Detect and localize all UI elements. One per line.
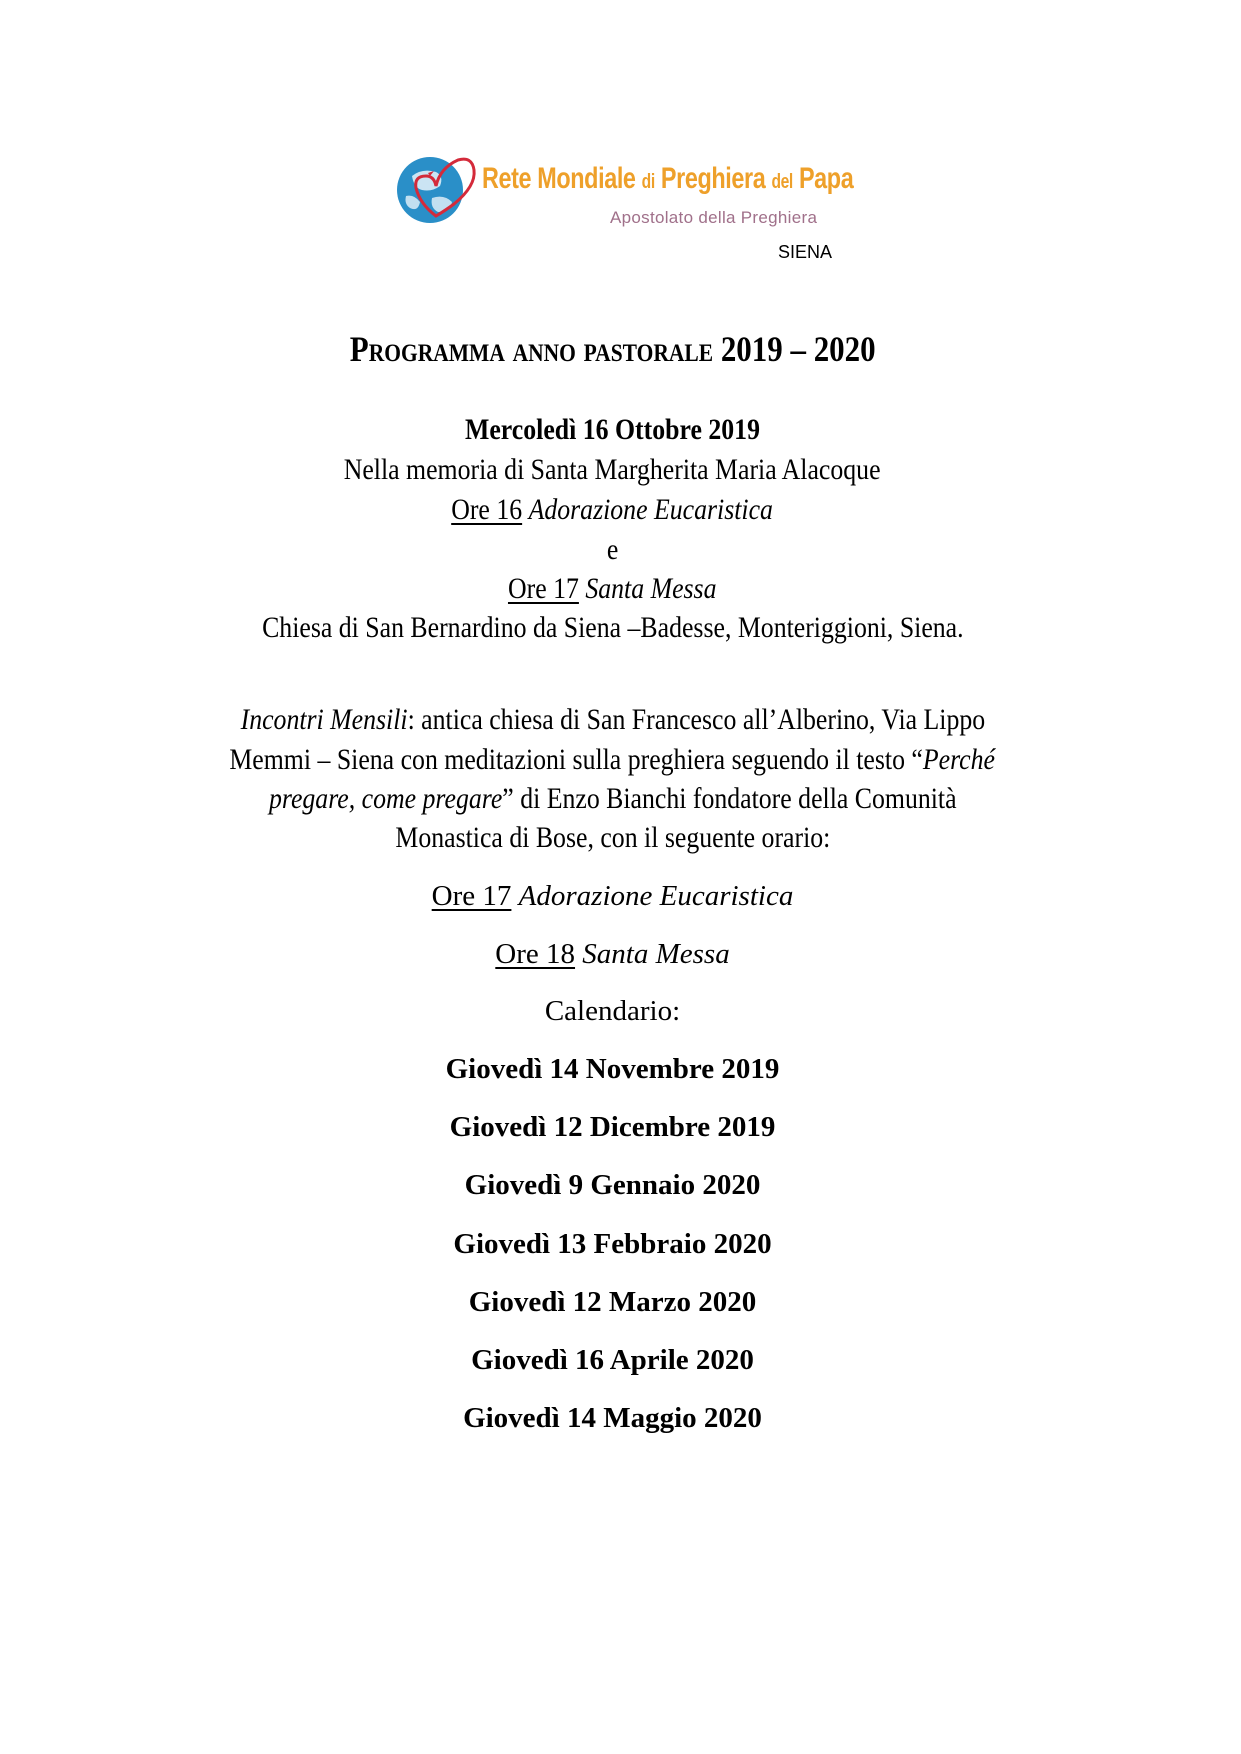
book-title-part-1: Perché (923, 743, 996, 776)
event-time-2: Ore 17 (508, 572, 580, 605)
calendar-date: Giovedì 9 Gennaio 2020 (464, 1169, 761, 1201)
title-initial: P (349, 329, 369, 369)
event-activity-1: Adorazione Eucaristica (529, 493, 774, 526)
event-date (0, 412, 1233, 448)
page-title (0, 328, 1233, 370)
monthly-schedule-1 (0, 878, 1233, 914)
monthly-line-2-text: Memmi – Siena con meditazioni sulla preghiera seguendo il testo “ (229, 743, 924, 776)
event-occasion-text: Nella memoria di Santa Margherita Maria Alacoque (344, 453, 881, 486)
event-schedule-1 (0, 492, 1233, 528)
logo-title (482, 162, 853, 196)
city-label: SIENA (778, 242, 833, 262)
monthly-time-2: Ore 18 (495, 938, 576, 970)
event-location-text: Chiesa di San Bernardino da Siena –Badesse, Monteriggioni, Siena. (261, 611, 964, 644)
monthly-line-1-text: : antica chiesa di San Francesco all’Alberino, Via Lippo (407, 703, 985, 736)
organization-logo (392, 140, 852, 270)
event-activity-2: Santa Messa (585, 572, 717, 605)
event-schedule-2 (0, 571, 1233, 607)
event-date-text: Mercoledì 16 Ottobre 2019 (465, 413, 760, 446)
calendar-date: Giovedì 13 Febbraio 2020 (453, 1228, 772, 1260)
event-conjunction-text: e (606, 533, 619, 566)
title-text: rogramma anno pastorale (368, 329, 713, 369)
monthly-activity-2: Santa Messa (582, 938, 730, 970)
calendar-label: Calendario: (544, 995, 681, 1027)
globe-heart-icon (392, 146, 482, 236)
logo-title-part: Rete Mondiale (482, 162, 636, 195)
monthly-line-3-text: ” di Enzo Bianchi fondatore della Comunità (502, 782, 957, 815)
monthly-line-2 (0, 742, 1233, 778)
book-title-part-2: pregare, come pregare (268, 782, 503, 815)
event-conjunction (0, 532, 1233, 568)
logo-title-part: Papa (798, 162, 854, 195)
monthly-time-1: Ore 17 (431, 880, 512, 912)
monthly-line-1 (0, 702, 1233, 738)
monthly-lead: Incontri Mensili (240, 703, 408, 736)
calendar-date: Giovedì 12 Dicembre 2019 (449, 1111, 776, 1143)
event-occasion (0, 452, 1233, 488)
calendar-date: Giovedì 12 Marzo 2020 (468, 1286, 757, 1318)
monthly-line-3 (0, 781, 1233, 817)
calendar-date: Giovedì 16 Aprile 2020 (471, 1344, 754, 1376)
logo-subtitle: Apostolato della Preghiera (610, 208, 818, 227)
calendar-date: Giovedì 14 Maggio 2020 (463, 1402, 762, 1434)
logo-title-part: di (641, 171, 655, 193)
event-time-1: Ore 16 (451, 493, 523, 526)
logo-title-part: Preghiera (660, 162, 766, 195)
monthly-schedule-2 (0, 936, 1233, 972)
monthly-activity-1: Adorazione Eucaristica (518, 880, 794, 912)
title-years: 2019 – 2020 (720, 329, 876, 369)
logo-title-part: del (771, 171, 793, 193)
monthly-line-4 (0, 820, 1233, 856)
calendar-date: Giovedì 14 Novembre 2019 (445, 1053, 780, 1085)
monthly-line-4-text: Monastica di Bose, con il seguente orario: (395, 821, 830, 854)
event-location (0, 610, 1233, 646)
